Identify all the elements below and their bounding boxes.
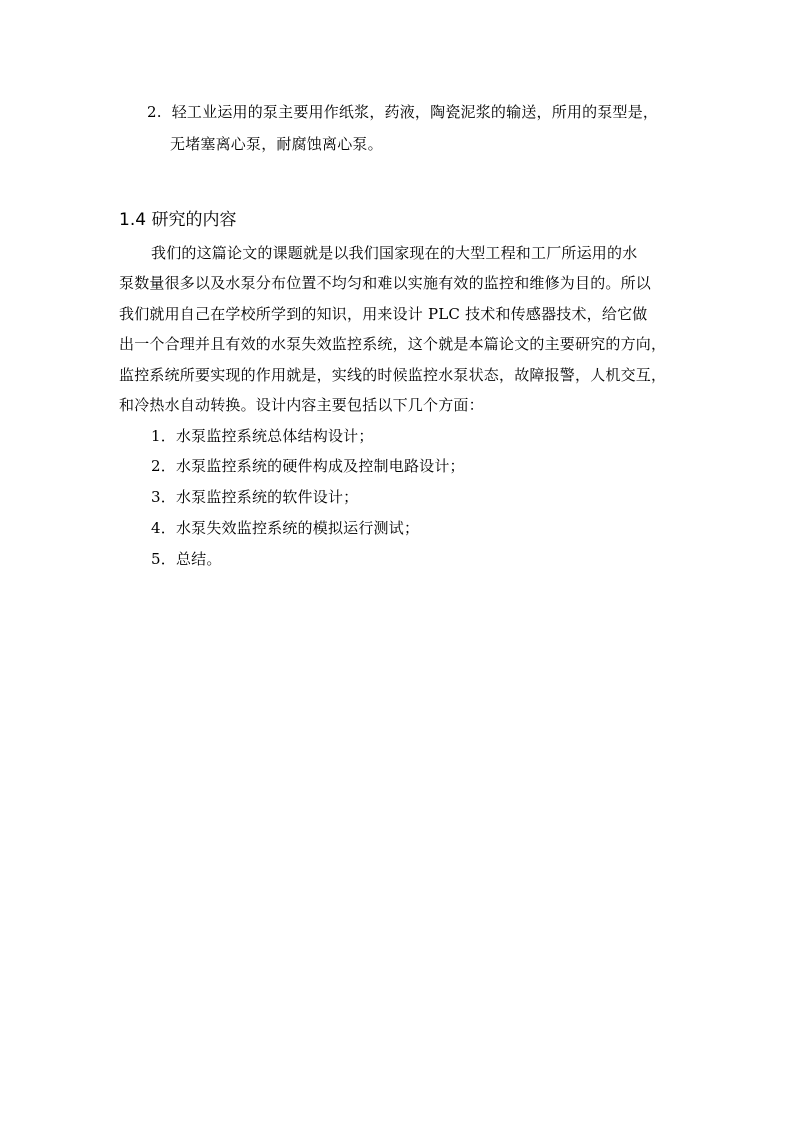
paragraph-line-6: 和冷热水自动转换。设计内容主要包括以下几个方面： [119, 396, 484, 414]
content-item-5-text: 总结。 [175, 550, 222, 568]
content-item-1 [151, 426, 374, 446]
list-item-2-text-line-2: 无堵塞离心泵，耐腐蚀离心泵。 [170, 135, 383, 153]
content-item-3 [151, 487, 358, 507]
content-item-5-number: 5． [151, 550, 176, 568]
section-heading: 1.4 研究的内容 [119, 210, 237, 230]
paragraph-line-3: 我们就用自己在学校所学到的知识，用来设计 PLC 技术和传感器技术，给它做 [119, 305, 648, 323]
content-item-1-number: 1． [151, 427, 176, 445]
content-item-3-text: 水泵监控系统的软件设计； [175, 488, 359, 506]
paragraph-line-2: 泵数量很多以及水泵分布位置不均匀和难以实施有效的监控和维修为目的。所以 [119, 274, 652, 292]
content-item-2-number: 2． [151, 457, 176, 475]
content-item-5 [151, 549, 222, 569]
list-item-2-line-1 [147, 102, 658, 122]
content-item-1-text: 水泵监控系统总体结构设计； [175, 427, 374, 445]
list-item-2-text-line-1: 轻工业运用的泵主要用作纸浆，药液，陶瓷泥浆的输送，所用的泵型是， [171, 103, 659, 121]
content-item-2 [151, 456, 465, 476]
content-item-4-text: 水泵失效监控系统的模拟运行测试； [175, 519, 420, 537]
paragraph-line-5: 监控系统所要实现的作用就是，实线的时候监控水泵状态，故障报警，人机交互， [119, 366, 667, 384]
paragraph-line-1: 我们的这篇论文的课题就是以我们国家现在的大型工程和工厂所运用的水 [151, 244, 638, 262]
content-item-2-text: 水泵监控系统的硬件构成及控制电路设计； [175, 457, 465, 475]
paragraph-line-4: 出一个合理并且有效的水泵失效监控系统，这个就是本篇论文的主要研究的方向， [119, 335, 667, 353]
content-item-3-number: 3． [151, 488, 176, 506]
list-item-2-number: 2. [147, 103, 162, 121]
content-item-4 [151, 518, 419, 538]
content-item-4-number: 4． [151, 519, 176, 537]
